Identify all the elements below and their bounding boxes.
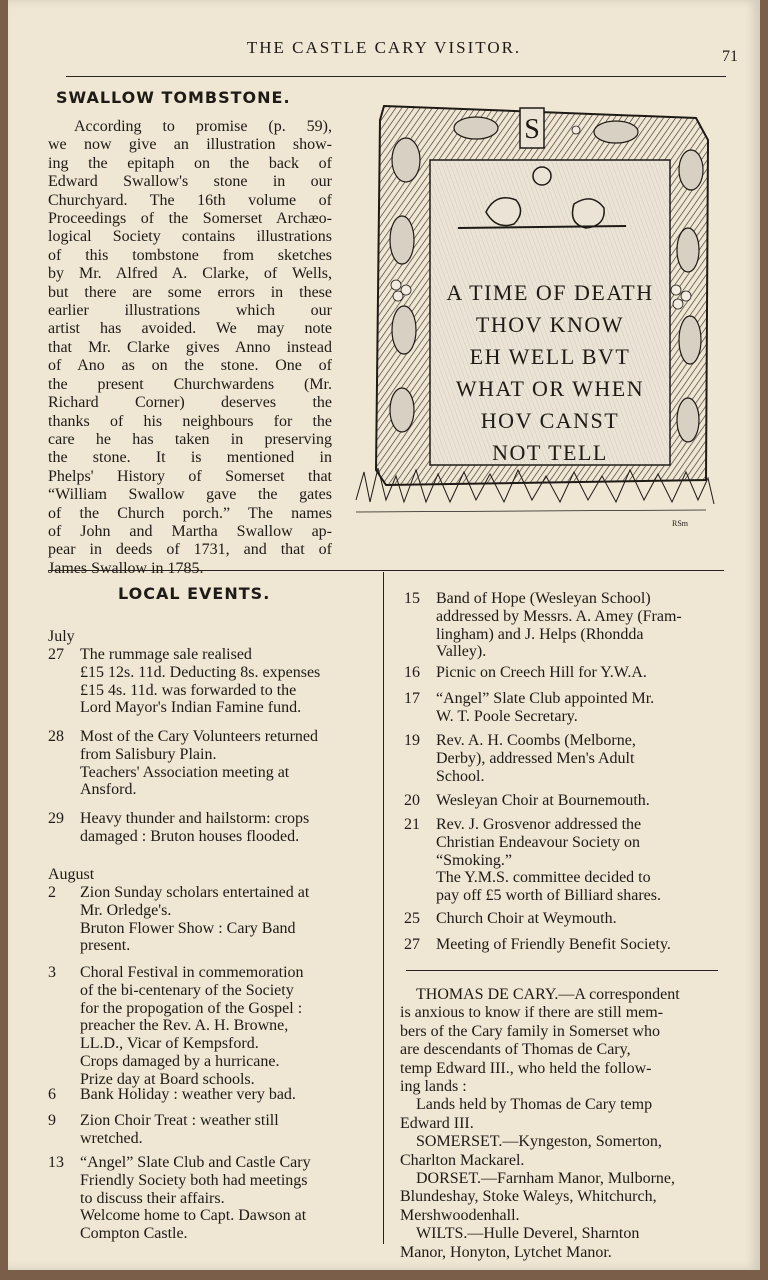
swallow-heading: SWALLOW TOMBSTONE. <box>56 88 291 107</box>
article-line: thanks of his neighbours for the <box>48 412 332 430</box>
article-line: the present Churchwardens (Mr. <box>48 375 332 393</box>
event-line: Most of the Cary Volunteers returned <box>80 728 319 745</box>
event-day: 17 <box>404 690 420 707</box>
event-day: 19 <box>404 732 420 749</box>
event-line: Zion Sunday scholars entertained at <box>80 884 310 901</box>
article-line: THOMAS DE CARY.—A correspondent <box>416 986 680 1003</box>
epitaph-line: A TIME OF DEATH <box>446 280 654 305</box>
event-day: 29 <box>48 810 64 827</box>
event-line: Prize day at Board schools. <box>80 1070 255 1088</box>
event-day: 15 <box>404 590 420 607</box>
event-line: to discuss their affairs. <box>80 1189 225 1207</box>
magazine-page <box>8 0 760 1270</box>
event-line: from Salisbury Plain. <box>80 745 217 763</box>
event-line: Lord Mayor's Indian Famine fund. <box>80 699 302 717</box>
article-line: Richard Corner) deserves the <box>48 394 332 412</box>
article-line: Lands held by Thomas de Cary temp <box>416 1096 653 1114</box>
event-line: Rev. J. Grosvenor addressed the <box>436 816 642 833</box>
event-line: damaged : Bruton houses flooded. <box>80 827 300 845</box>
article-line: of Ano as on the stone. One of <box>48 357 332 375</box>
event-line: W. T. Poole Secretary. <box>436 707 578 725</box>
epitaph-line: HOV CANST <box>480 408 620 433</box>
article-line: care he has taken in preserving <box>48 430 332 448</box>
swallow-article <box>48 118 332 578</box>
event-line: pay off £5 worth of Billiard shares. <box>436 887 661 905</box>
event-day: 2 <box>48 884 56 901</box>
section-rule <box>48 570 724 571</box>
event-line: School. <box>436 767 485 785</box>
article-line: of John and Martha Swallow ap- <box>48 522 332 540</box>
event-line: “Angel” Slate Club appointed Mr. <box>436 690 655 707</box>
article-line: SOMERSET.—Kyngeston, Somerton, <box>416 1133 662 1151</box>
article-line: is anxious to know if there are still mem- <box>400 1004 664 1022</box>
running-header: THE CASTLE CARY VISITOR. <box>246 38 522 57</box>
event-line: “Smoking.” <box>436 851 512 869</box>
event-day: 27 <box>48 646 64 663</box>
article-line: WILTS.—Hulle Deverel, Sharnton <box>416 1225 640 1243</box>
artist-signature: RSm <box>672 519 689 528</box>
event-line: LL.D., Vicar of Kempsford. <box>80 1035 259 1053</box>
article-line: DORSET.—Farnham Manor, Mulborne, <box>416 1170 676 1188</box>
event-line: Welcome home to Capt. Dawson at <box>80 1207 307 1225</box>
event-day: 13 <box>48 1154 64 1171</box>
event-day: 16 <box>404 664 420 681</box>
article-line: Edward III. <box>400 1114 474 1132</box>
event-line: Church Choir at Weymouth. <box>436 910 617 927</box>
event-day: 20 <box>404 792 420 809</box>
event-line: lingham) and J. Helps (Rhondda <box>436 625 644 643</box>
article-line: of the Church porch.” The names <box>48 504 332 522</box>
month-heading: July <box>48 628 75 645</box>
event-line: Derby), addressed Men's Adult <box>436 749 635 767</box>
event-line: Compton Castle. <box>80 1225 188 1243</box>
article-line: are descendants of Thomas de Cary, <box>400 1041 631 1059</box>
event-line: Ansford. <box>80 781 137 799</box>
event-line: present. <box>80 937 131 955</box>
epitaph-line: NOT TELL <box>492 440 608 465</box>
article-line: Proceedings of the Somerset Archæo- <box>48 210 332 228</box>
event-line: preacher the Rev. A. H. Browne, <box>80 1017 289 1035</box>
article-line: that Mr. Clarke gives Anno instead <box>48 338 332 356</box>
event-line: Bank Holiday : weather very bad. <box>80 1086 296 1103</box>
event-line: Band of Hope (Wesleyan School) <box>436 590 651 607</box>
article-line: ing lands : <box>400 1078 467 1096</box>
event-line: Choral Festival in commemoration <box>80 964 304 981</box>
event-day: 3 <box>48 964 56 981</box>
epitaph-line: EH WELL BVT <box>469 344 631 369</box>
month-heading: August <box>48 866 95 883</box>
event-line: The rummage sale realised <box>80 646 252 663</box>
epitaph-line: WHAT OR WHEN <box>455 376 645 401</box>
event-line: Picnic on Creech Hill for Y.W.A. <box>436 664 647 681</box>
event-day: 21 <box>404 816 420 833</box>
event-line: Wesleyan Choir at Bournemouth. <box>436 792 650 809</box>
event-line: Valley). <box>436 643 487 661</box>
event-day: 9 <box>48 1112 56 1129</box>
article-line: of this tombstone from sketches <box>48 246 332 264</box>
thomas-de-cary-article <box>400 986 724 1262</box>
event-line: Mr. Orledge's. <box>80 901 172 919</box>
page-number: 71 <box>722 48 738 65</box>
article-line: James Swallow in 1785. <box>48 559 204 577</box>
article-line: but there are some errors in these <box>48 283 332 301</box>
event-line: Friendly Society both had meetings <box>80 1171 308 1189</box>
tombstone-illustration <box>346 100 716 550</box>
event-line: Meeting of Friendly Benefit Society. <box>436 936 671 953</box>
article-line: ing the epitaph on the back of <box>48 154 332 172</box>
epitaph-line: THOV KNOW <box>475 312 625 337</box>
article-line: logical Society contains illustrations <box>48 228 332 246</box>
article-line: we now give an illustration show- <box>48 136 332 154</box>
event-line: of the bi-centenary of the Society <box>80 981 294 999</box>
article-line: earlier illustrations which our <box>48 302 332 320</box>
article-line: Edward Swallow's stone in our <box>48 173 332 191</box>
article-line: “William Swallow gave the gates <box>48 486 332 504</box>
article-line: pear in deeds of 1731, and that of <box>48 541 332 559</box>
event-line: “Angel” Slate Club and Castle Cary <box>80 1154 311 1171</box>
event-line: Rev. A. H. Coombs (Melborne, <box>436 732 636 749</box>
event-line: Crops damaged by a hurricane. <box>80 1052 280 1070</box>
events-end-rule <box>406 970 718 971</box>
event-line: £15 4s. 11d. was forwarded to the <box>80 681 297 699</box>
article-line: by Mr. Alfred A. Clarke, of Wells, <box>48 265 332 283</box>
event-line: Zion Choir Treat : weather still <box>80 1112 279 1129</box>
article-line: According to promise (p. 59), <box>74 118 332 135</box>
events-heading: LOCAL EVENTS. <box>118 584 271 603</box>
article-line: Churchyard. The 16th volume of <box>48 191 332 209</box>
event-line: addressed by Messrs. A. Amey (Fram- <box>436 607 682 625</box>
event-day: 25 <box>404 910 420 927</box>
event-line: £15 12s. 11d. Deducting 8s. expenses <box>80 663 321 681</box>
article-line: Charlton Mackarel. <box>400 1151 525 1169</box>
article-line: Manor, Honyton, Lytchet Manor. <box>400 1243 612 1261</box>
article-line: Blundeshay, Stoke Waleys, Whitchurch, <box>400 1188 657 1206</box>
header-rule <box>66 76 726 77</box>
event-line: Christian Endeavour Society on <box>436 833 640 851</box>
event-day: 6 <box>48 1086 56 1103</box>
event-line: Teachers' Association meeting at <box>80 763 290 781</box>
tombstone-initial: S <box>524 114 540 145</box>
article-line: temp Edward III., who held the follow- <box>400 1059 652 1077</box>
event-line: for the propogation of the Gospel : <box>80 999 303 1017</box>
article-line: the stone. It is mentioned in <box>48 449 332 467</box>
article-line: bers of the Cary family in Somerset who <box>400 1022 660 1040</box>
article-line: Phelps' History of Somerset that <box>48 467 332 485</box>
event-line: The Y.M.S. committee decided to <box>436 869 651 887</box>
event-line: Bruton Flower Show : Cary Band <box>80 919 296 937</box>
article-line: artist has avoided. We may note <box>48 320 332 338</box>
column-divider <box>383 572 384 1244</box>
event-line: Heavy thunder and hailstorm: crops <box>80 810 310 827</box>
event-day: 28 <box>48 728 64 745</box>
article-line: Mershwoodenhall. <box>400 1206 520 1224</box>
event-line: wretched. <box>80 1129 143 1147</box>
event-day: 27 <box>404 936 420 953</box>
